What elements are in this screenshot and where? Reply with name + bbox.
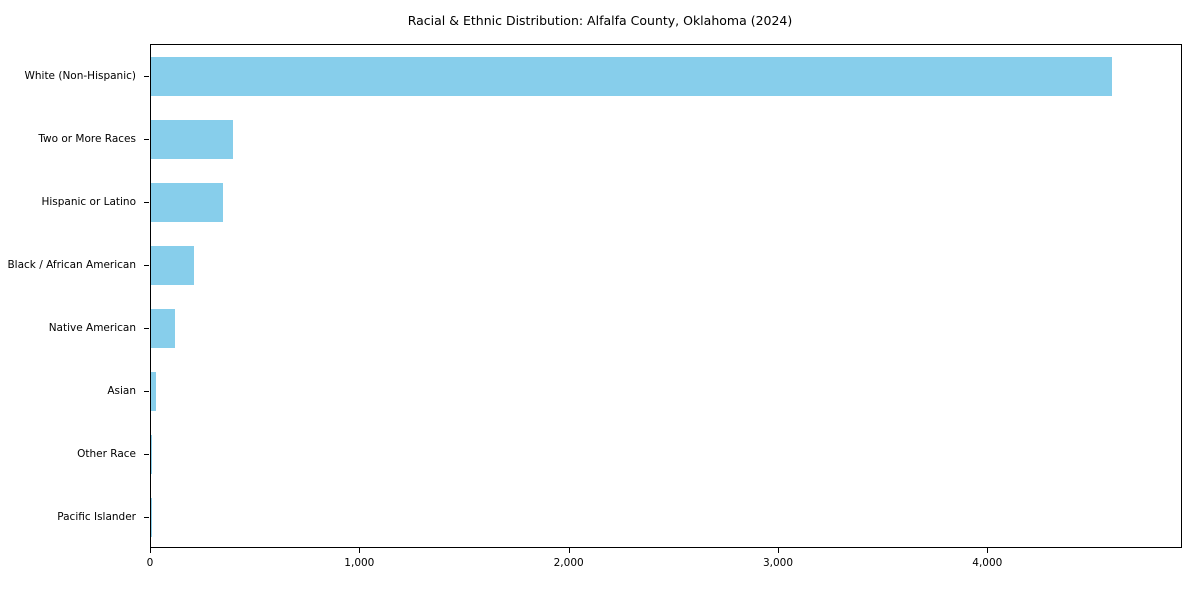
- x-tick-mark: [359, 548, 360, 553]
- x-axis-labels: [146, 548, 1182, 578]
- x-tick-mark: [150, 548, 151, 553]
- y-tick-label: Hispanic or Latino: [41, 195, 136, 208]
- y-tick-label: Other Race: [77, 447, 136, 460]
- x-tick-label: 0: [146, 557, 154, 569]
- chart-title: Racial & Ethnic Distribution: Alfalfa County, Oklahoma (2024): [407, 13, 793, 28]
- y-tick-mark: [144, 517, 149, 518]
- x-tick-mark: [987, 548, 988, 553]
- bar: [151, 309, 175, 348]
- x-tick-label: 2,000: [553, 557, 584, 569]
- y-tick-mark: [144, 265, 149, 266]
- y-tick-mark: [144, 328, 149, 329]
- y-tick-label: White (Non-Hispanic): [24, 69, 136, 82]
- bar: [151, 120, 233, 159]
- bar: [151, 372, 156, 411]
- y-tick-label: Two or More Races: [38, 132, 136, 145]
- y-tick-mark: [144, 391, 149, 392]
- x-tick-label: 1,000: [344, 557, 375, 569]
- bar: [151, 183, 223, 222]
- y-axis-labels: [0, 44, 144, 548]
- y-tick-label: Pacific Islander: [57, 510, 136, 523]
- plot-area: [150, 44, 1182, 548]
- x-tick-mark: [778, 548, 779, 553]
- bar: [151, 435, 152, 474]
- y-tick-mark: [144, 454, 149, 455]
- y-tick-label: Asian: [107, 384, 136, 397]
- bar: [151, 498, 152, 537]
- x-tick-label: 3,000: [762, 557, 794, 569]
- y-tick-label: Black / African American: [7, 258, 136, 271]
- x-tick-mark: [569, 548, 570, 553]
- bars-layer: [151, 45, 1181, 547]
- x-tick-label: 4,000: [972, 557, 1003, 569]
- bar: [151, 57, 1112, 96]
- y-tick-label: Native American: [48, 321, 136, 334]
- y-tick-mark: [144, 139, 149, 140]
- bar: [151, 246, 194, 285]
- y-tick-mark: [144, 202, 149, 203]
- y-tick-mark: [144, 76, 149, 77]
